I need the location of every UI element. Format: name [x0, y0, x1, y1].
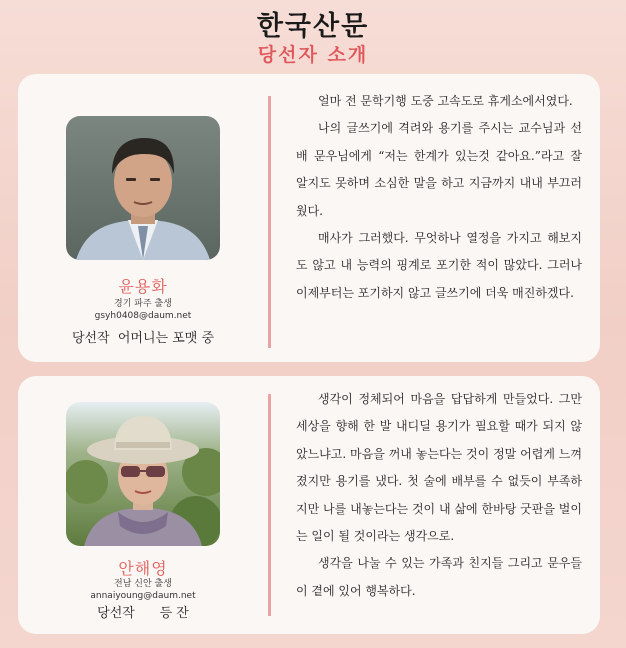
winner-name: 윤용화: [118, 277, 168, 296]
paragraph: 매사가 그러했다. 무엇하나 열정을 가지고 해보지도 않고 내 능력의 핑계로 포기한 적이 많았다. 그러나 이제부터는 포기하지 않고 글쓰기에 더욱 매진하겠다.: [296, 231, 582, 300]
winner-origin: 경기 파주 출생: [114, 299, 172, 309]
divider: [268, 394, 271, 616]
paragraph: 얼마 전 문학기행 도중 고속도로 휴게소에서였다.: [318, 94, 573, 108]
acceptance-text: [296, 88, 582, 307]
winner-email: gsyh0408@daum.net: [94, 311, 192, 321]
winner-info: [18, 578, 268, 602]
winning-work: 당선작 어머니는 포맷 중: [71, 331, 215, 346]
winner-photo-2: [66, 402, 220, 546]
winner-origin: 전남 신안 출생: [114, 579, 172, 589]
page-subtitle: 당선자 소개: [257, 44, 369, 66]
winner-card-1: [18, 74, 600, 362]
brand-logo: 한국산문: [256, 11, 370, 42]
winner-info: [18, 298, 268, 322]
winning-work: 당선작 등 잔: [97, 606, 189, 621]
paragraph: 나의 글쓰기에 격려와 용기를 주시는 교수님과 선배 문우님에게 “저는 한계가 있는것 같아요.”라고 잘 알지도 못하며 소심한 말을 하고 지금까지 내내 부끄러웠다.: [296, 121, 582, 218]
winner-photo-1: [66, 116, 220, 260]
divider: [268, 96, 271, 348]
paragraph: 생각을 나눌 수 있는 가족과 친지들 그리고 문우들이 곁에 있어 행복하다.: [296, 556, 582, 598]
paragraph: 생각이 정체되어 마음을 답답하게 만들었다. 그만 세상을 향해 한 발 내디딜 용기가 필요할 때가 되지 않았느냐고. 마음을 꺼내 놓는다는 것이 정말 어렵게 느껴졌지만 용기를 냈다. 첫 술에 배부를 수 없듯이 부족하지만 나를 내놓는다는 것이 내 삶에 한바탕 굿판을 벌이는 일이 될 것이라는 생각으로.: [296, 392, 582, 544]
winner-card-2: [18, 376, 600, 634]
winner-email: annaiyoung@daum.net: [90, 591, 196, 601]
acceptance-text: [296, 386, 582, 605]
header: [0, 0, 626, 70]
winner-name: 안해영: [118, 559, 168, 578]
